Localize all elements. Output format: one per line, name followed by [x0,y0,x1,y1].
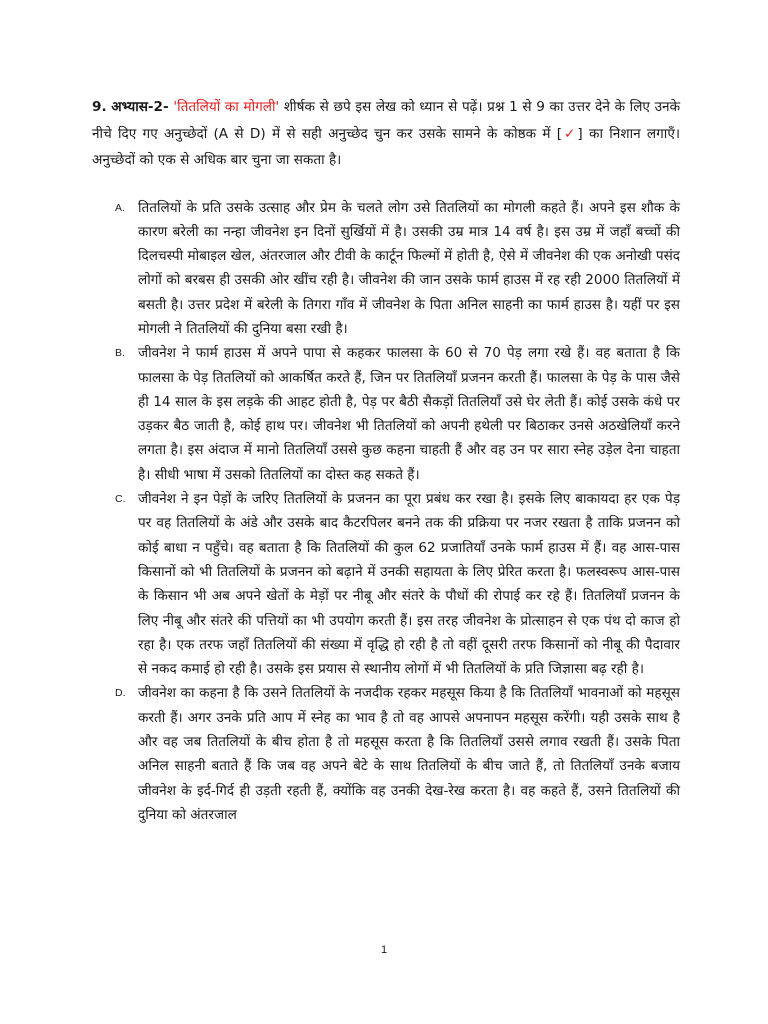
paragraph-b [115,341,680,487]
exercise-instruction [92,94,680,174]
paragraph-text-b: जीवनेश ने फार्म हाउस में अपने पापा से कहकर फालसा के 60 से 70 पेड़ लगा रखे हैं। वह बताता है कि फालसा के पेड़ तितलियों को आकर्षित करते हैं, जिन पर तितलियाँ प्रजनन करती हैं। फालसा के पेड़ के पास जैसे ही 14 साल के इस लड़के की आहट होती है, पेड़ पर बैठी सैकड़ों तितलियाँ उसे घेर लेती हैं। कोई उसके कंधे पर उड़कर बैठ जाती है, कोई हाथ पर। जीवनेश भी तितलियों को अपनी हथेली पर बिठाकर उनसे अठखेलियाँ करने लगता है। इस अंदाज में मानो तितलियाँ उससे कुछ कहना चाहती हैं और वह उन पर सारा स्नेह उड़ेल देना चाहता है। सीधी भाषा में उसको तितलियों का दोस्त कह सकते हैं। [138,345,680,483]
paragraph-d [115,681,680,827]
page-number: 1 [380,944,388,956]
paragraph-letter-b: B. [115,347,125,360]
worksheet-page [92,94,680,994]
paragraph-letter-c: C. [115,493,126,506]
instruction-text-start: शीर्षक से छपे इस लेख को ध्यान से पढ़ें। प्रश्न 1 से 9 का उत्तर देने के लिए उनके नीचे दिए गए अनुच्छेदों (A से D) में से सही अनुच्छेद चुन कर उसके सामने के कोष्ठक में [ [92,99,681,142]
paragraph-a [115,196,680,342]
exercise-heading: अभ्यास-2- [111,99,169,115]
instruction-text-end: ] का निशान लगाएँ। अनुच्छेदों को एक से अधिक बार चुना जा सकता है। [92,125,680,168]
paragraph-text-a: तितलियों के प्रति उसके उत्साह और प्रेम के चलते लोग उसे तितलियों का मोगली कहते हैं। अपने इस शौक के कारण बरेली का नन्हा जीवनेश इन दिनों सुर्खियों में है। उसकी उम्र मात्र 14 वर्ष है। इस उम्र में जहाँ बच्चों की दिलचस्पी मोबाइल खेल, अंतरजाल और टीवी के कार्टून फिल्मों में होती है, ऐसे में जीवनेश की एक अनोखी पसंद लोगों को बरबस ही उसकी ओर खींच रही है। जीवनेश की जान उसके फार्म हाउस में रह रही 2000 तितलियों में बसती है। उत्तर प्रदेश में बरेली के तिगरा गाँव में जीवनेश के पिता अनिल साहनी का फार्म हाउस है। यहीं पर इस मोगली ने तितलियों की दुनिया बसा रखी है। [138,199,680,337]
paragraph-list [92,196,680,828]
question-number: 9. [92,99,107,115]
paragraph-letter-a: A. [115,201,125,214]
article-title: 'तितलियों का मोगली' [173,99,280,115]
paragraph-c [115,487,680,681]
paragraph-text-c: जीवनेश ने इन पेड़ों के जरिए तितलियों के प्रजनन का पूरा प्रबंध कर रखा है। इसके लिए बाकायदा हर एक पेड़ पर वह तितलियों के अंडे और उसके बाद कैटरपिलर बनने तक की प्रक्रिया पर नजर रखता है ताकि प्रजनन को कोई बाधा न पहुँचे। वह बताता है कि तितलियों की कुल 62 प्रजातियाँ उनके फार्म हाउस में हैं। वह आस-पास किसानों को भी तितलियों के प्रजनन को बढ़ाने में उनकी सहायता के लिए प्रेरित करता है। फलस्वरूप आस-पास के किसान भी अब अपने खेतों के मेड़ों पर नीबू और संतरे के पौधों की रोपाई कर रहे हैं। तितलियाँ प्रजनन के लिए नीबू और संतरे की पत्तियों का भी उपयोग करती हैं। इस तरह जीवनेश के प्रोत्साहन से एक पंथ दो काज हो रहा है। एक तरफ जहाँ तितलियों की संख्या में वृद्धि हो रही है तो वहीं दूसरी तरफ किसानों को नीबू की पैदावार से नकद कमाई हो रही है। उसके इस प्रयास से स्थानीय लोगों में भी तितलियों के प्रति जिज्ञासा बढ़ रही है। [138,491,680,678]
tick-mark-icon: ✓ [562,125,578,142]
paragraph-text-d: जीवनेश का कहना है कि उसने तितलियों के नजदीक रहकर महसूस किया है कि तितलियाँ भावनाओं को महसूस करती हैं। अगर उनके प्रति आप में स्नेह का भाव है तो वह आपसे अपनापन महसूस करेंगी। यही उसके साथ है और वह जब तितलियों के बीच होता है तो महसूस करता है कि तितलियाँ उससे लगाव रखती हैं। उसके पिता अनिल साहनी बताते हैं कि जब वह अपने बेटे के साथ तितलियों के बीच जाते हैं, तो तितलियाँ उनके बजाय जीवनेश के इर्द-गिर्द ही उड़ती रहती हैं, क्योंकि वह उनकी देख-रेख करता है। वह कहते हैं, उसने तितलियों की दुनिया को अंतरजाल [138,685,680,823]
paragraph-letter-d: D. [115,687,126,700]
